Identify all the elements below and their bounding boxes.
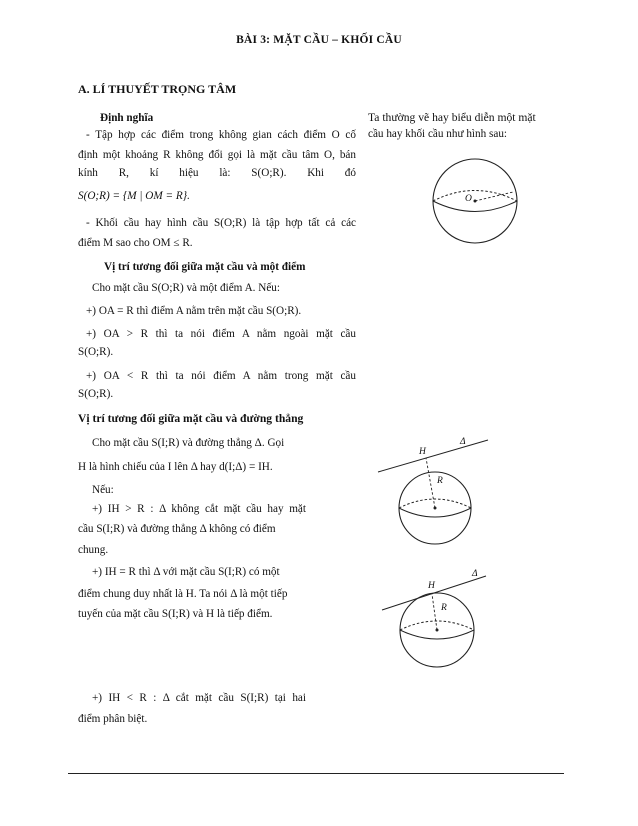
point-section-line: S(O;R). [78,346,114,358]
point-section-line: +) OA > R thì ta nói điểm A nằm ngoài mặt cầu [86,328,356,340]
line-section-line: điểm chung duy nhất là H. Ta nói Δ là một tiếp [78,588,288,600]
section-heading: A. LÍ THUYẾT TRỌNG TÂM [78,82,237,96]
line-section-line: +) IH < R : Δ cắt mặt cầu S(I;R) tại hai [92,692,306,704]
fig2-r-label: R [437,476,443,486]
right-note-line: cầu hay khối cầu như hình sau: [368,128,508,140]
line-section-line: Cho mặt cầu S(I;R) và đường thẳng Δ. Gọi [92,437,285,449]
line-section-line: +) IH = R thì Δ với mặt cầu S(I;R) có một [92,566,280,578]
line-section-line: điểm phân biệt. [78,713,148,725]
definition-line: định một khoảng R không đổi gọi là mặt cầu tâm O, bán [78,149,356,161]
right-note-line: Ta thường vẽ hay biểu diễn một mặt [368,111,536,124]
fig2-delta-label: Δ [460,437,466,447]
line-section-line: H là hình chiếu của I lên Δ hay d(I;Δ) = IH. [78,461,273,473]
definition-heading: Định nghĩa [100,112,154,124]
point-section-heading: Vị trí tương đối giữa mặt cầu và một điểm [104,261,306,273]
definition-line: - Tập hợp các điểm trong không gian cách điểm O cố [86,129,356,141]
sphere-line-outside-figure [378,436,498,558]
definition-line: điểm M sao cho OM ≤ R. [78,237,193,249]
fig3-r-label: R [441,603,447,613]
line-section-heading: Vị trí tương đối giữa mặt cầu và đường thẳng [78,412,304,425]
sphere-figure [428,156,524,246]
fig3-delta-label: Δ [472,569,478,579]
point-section-line: Cho mặt cầu S(O;R) và một điểm A. Nếu: [92,282,280,294]
line-section-line: +) IH > R : Δ không cắt mặt cầu hay mặt [92,503,306,515]
definition-line: - Khối cầu hay hình cầu S(O;R) là tập hợp tất cả các [86,217,356,229]
fig3-h-label: H [428,581,435,591]
line-section-line: tuyến của mặt cầu S(I;R) và H là tiếp điểm. [78,608,273,620]
line-section-line: chung. [78,544,109,556]
definition-formula: S(O;R) = {M | OM = R}. [78,190,190,202]
point-section-line: +) OA < R thì ta nói điểm A nằm trong mặt cầu [86,370,356,382]
sphere-tangent-figure [382,570,494,670]
page-title: BÀI 3: MẶT CẦU – KHỐI CẦU [236,34,402,46]
point-section-line: +) OA = R thì điểm A nằm trên mặt cầu S(O;R). [86,305,302,317]
fig2-h-label: H [419,447,426,457]
line-section-line: Nếu: [92,484,114,496]
point-section-line: S(O;R). [78,388,114,400]
sphere-center-label: O [465,194,472,204]
line-section-line: cầu S(I;R) và đường thẳng Δ không có điểm [78,523,276,535]
definition-line: kính R, kí hiệu là: S(O;R). Khi đó [78,167,356,179]
footer-rule [68,773,564,774]
